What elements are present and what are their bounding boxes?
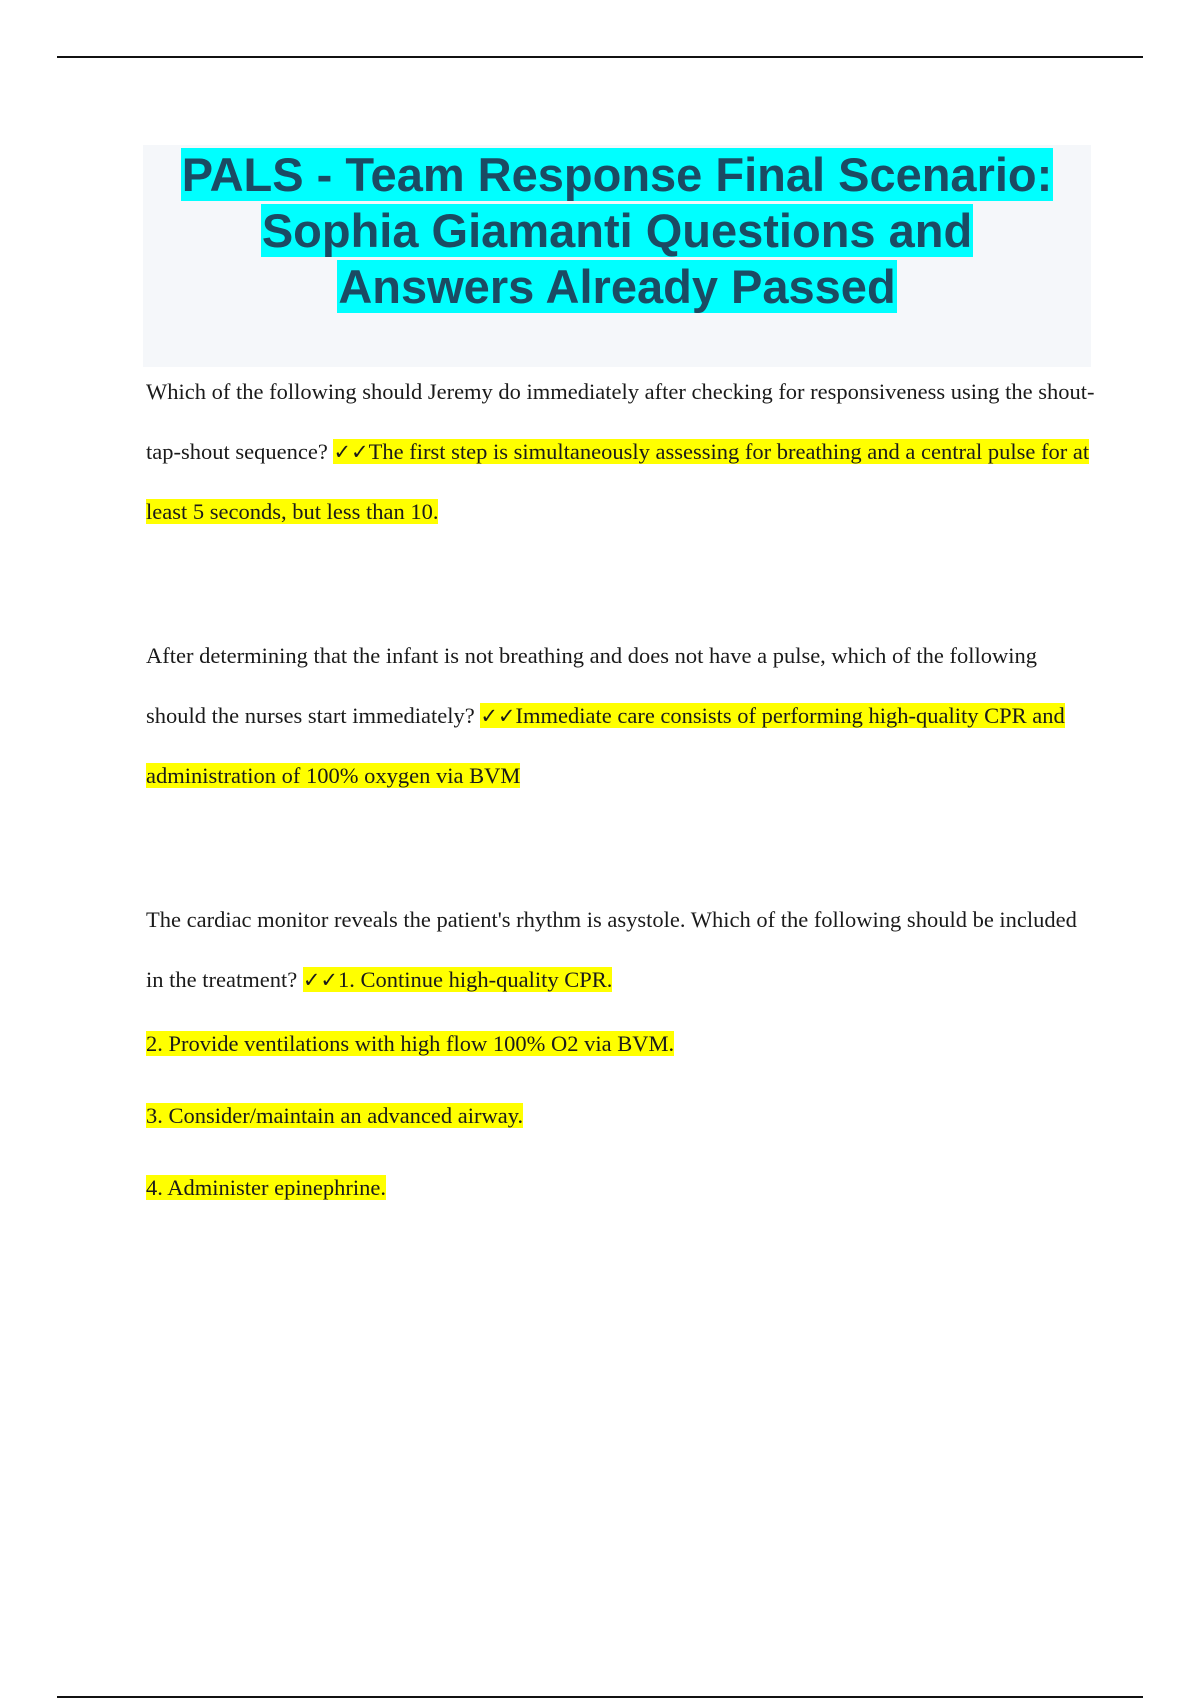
treatment-steps bbox=[146, 1024, 1096, 1240]
check-icon: ✓✓ bbox=[333, 440, 369, 464]
list-item bbox=[146, 1096, 1096, 1168]
title-line-1: PALS - Team Response Final Scenario: bbox=[181, 148, 1053, 201]
title-box bbox=[143, 145, 1091, 367]
step-text: 3. Consider/maintain an advanced airway. bbox=[146, 1103, 524, 1128]
title-line-2: Sophia Giamanti Questions and bbox=[261, 204, 973, 257]
answer-text: The first step is simultaneously assessing for breathing and a central pulse for at least 5 seconds, but less than 10. bbox=[146, 439, 1090, 524]
list-item bbox=[146, 1168, 1096, 1240]
qa-content bbox=[146, 362, 1096, 1240]
question-text: After determining that the infant is not breathing and does not have a pulse, which of the following should the nurses start immediately? bbox=[146, 643, 1038, 728]
answer-highlight bbox=[303, 967, 613, 992]
answer-text: Immediate care consists of performing high-quality CPR and administration of 100% oxygen via BVM bbox=[146, 703, 1065, 788]
list-item bbox=[146, 1024, 1096, 1096]
answer-text: 1. Continue high-quality CPR. bbox=[338, 967, 613, 992]
qa-item-3 bbox=[146, 890, 1096, 1240]
qa-item-1 bbox=[146, 362, 1096, 542]
question-text: Which of the following should Jeremy do immediately after checking for responsiveness using the shout-tap-shout sequence? bbox=[146, 379, 1095, 464]
page-title bbox=[143, 145, 1091, 315]
check-icon: ✓✓ bbox=[302, 968, 339, 992]
title-line-3: Answers Already Passed bbox=[338, 260, 896, 313]
bottom-rule bbox=[57, 1696, 1143, 1698]
check-icon: ✓✓ bbox=[480, 704, 516, 728]
step-text: 2. Provide ventilations with high flow 100% O2 via BVM. bbox=[146, 1031, 675, 1056]
qa-item-2 bbox=[146, 626, 1096, 806]
top-rule bbox=[57, 56, 1143, 58]
step-text: 4. Administer epinephrine. bbox=[146, 1175, 386, 1200]
question-text: The cardiac monitor reveals the patient's rhythm is asystole. Which of the following should be included in the treatment? bbox=[146, 907, 1077, 992]
